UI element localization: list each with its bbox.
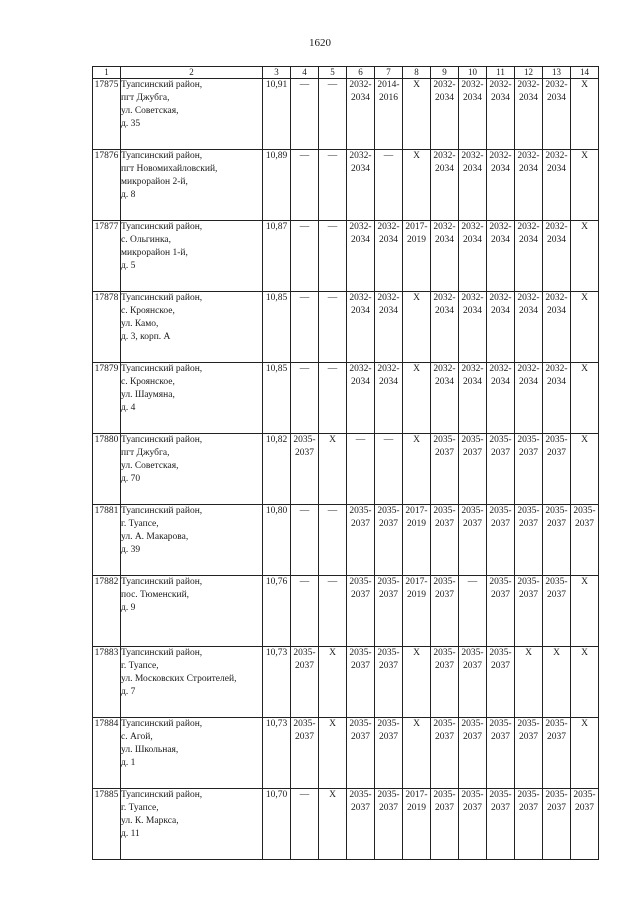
period-cell: 2032- 2034 xyxy=(459,221,487,292)
period-cell: 2035- 2037 xyxy=(487,647,515,718)
period-cell: 2035- 2037 xyxy=(487,434,515,505)
address-line: д. 1 xyxy=(121,758,136,768)
period-cell: 2017- 2019 xyxy=(403,505,431,576)
period-cell: 2035- 2037 xyxy=(431,789,459,860)
period-cell: X xyxy=(403,79,431,150)
value-cell: 10,91 xyxy=(263,79,291,150)
address-line: Туапсинский район, xyxy=(121,577,203,587)
period-cell: 2035- 2037 xyxy=(459,434,487,505)
column-header: 9 xyxy=(431,67,459,79)
period-cell: — xyxy=(375,150,403,221)
period-cell: X xyxy=(403,434,431,505)
table-row xyxy=(93,576,599,647)
period-cell: — xyxy=(319,505,347,576)
period-cell: 2032- 2034 xyxy=(375,221,403,292)
period-cell: X xyxy=(571,434,599,505)
period-cell: — xyxy=(319,292,347,363)
period-cell: 2032- 2034 xyxy=(459,292,487,363)
period-cell: 2032- 2034 xyxy=(375,363,403,434)
period-cell: 2035- 2037 xyxy=(515,718,543,789)
address-line: пгт Джубга, xyxy=(121,448,170,458)
address-cell xyxy=(121,434,263,505)
column-header: 5 xyxy=(319,67,347,79)
address-line: д. 39 xyxy=(121,545,141,555)
address-line: с. Кроянское, xyxy=(121,377,175,387)
row-number: 17882 xyxy=(93,576,121,647)
table-row xyxy=(93,363,599,434)
period-cell: 2035- 2037 xyxy=(543,789,571,860)
period-cell: X xyxy=(403,150,431,221)
row-number: 17879 xyxy=(93,363,121,434)
period-cell: 2035- 2037 xyxy=(515,789,543,860)
address-line: Туапсинский район, xyxy=(121,790,203,800)
address-cell xyxy=(121,292,263,363)
row-number: 17878 xyxy=(93,292,121,363)
address-line: пос. Тюменский, xyxy=(121,590,190,600)
period-cell: 2032- 2034 xyxy=(487,292,515,363)
address-line: д. 5 xyxy=(121,261,136,271)
period-cell: 2035- 2037 xyxy=(515,576,543,647)
column-header: 4 xyxy=(291,67,319,79)
column-header: 10 xyxy=(459,67,487,79)
period-cell: 2035- 2037 xyxy=(431,576,459,647)
address-line: ул. Школьная, xyxy=(121,745,179,755)
address-line: с. Ольгинка, xyxy=(121,235,172,245)
address-line: Туапсинский район, xyxy=(121,364,203,374)
period-cell: 2035- 2037 xyxy=(459,647,487,718)
address-line: д. 70 xyxy=(121,474,141,484)
period-cell: 2035- 2037 xyxy=(291,718,319,789)
period-cell: 2035- 2037 xyxy=(431,505,459,576)
table-body xyxy=(93,79,599,860)
period-cell: — xyxy=(347,434,375,505)
value-cell: 10,73 xyxy=(263,647,291,718)
table-row xyxy=(93,79,599,150)
period-cell: 2032- 2034 xyxy=(515,363,543,434)
period-cell: — xyxy=(291,221,319,292)
period-cell: 2035- 2037 xyxy=(571,505,599,576)
period-cell: 2035- 2037 xyxy=(431,647,459,718)
period-cell: 2032- 2034 xyxy=(487,221,515,292)
period-cell: 2035- 2037 xyxy=(347,718,375,789)
period-cell: 2035- 2037 xyxy=(291,434,319,505)
row-number: 17875 xyxy=(93,79,121,150)
address-cell xyxy=(121,79,263,150)
row-number: 17877 xyxy=(93,221,121,292)
table-row xyxy=(93,150,599,221)
period-cell: 2035- 2037 xyxy=(487,505,515,576)
period-cell: 2032- 2034 xyxy=(543,292,571,363)
period-cell: 2032- 2034 xyxy=(347,221,375,292)
address-line: д. 11 xyxy=(121,829,140,839)
period-cell: 2035- 2037 xyxy=(543,434,571,505)
address-line: ул. Камо, xyxy=(121,319,159,329)
address-line: Туапсинский район, xyxy=(121,506,203,516)
period-cell: 2035- 2037 xyxy=(347,789,375,860)
period-cell: — xyxy=(291,292,319,363)
address-line: д. 3, корп. А xyxy=(121,332,171,342)
row-number: 17876 xyxy=(93,150,121,221)
period-cell: 2032- 2034 xyxy=(543,363,571,434)
period-cell: 2035- 2037 xyxy=(347,505,375,576)
column-header: 3 xyxy=(263,67,291,79)
period-cell: 2032- 2034 xyxy=(347,363,375,434)
address-line: д. 9 xyxy=(121,603,136,613)
period-cell: — xyxy=(291,505,319,576)
value-cell: 10,89 xyxy=(263,150,291,221)
period-cell: — xyxy=(319,79,347,150)
address-cell xyxy=(121,363,263,434)
address-cell xyxy=(121,221,263,292)
period-cell: 2032- 2034 xyxy=(487,150,515,221)
period-cell: X xyxy=(571,576,599,647)
period-cell: 2035- 2037 xyxy=(543,576,571,647)
address-line: ул. Московских Строителей, xyxy=(121,674,237,684)
address-cell xyxy=(121,505,263,576)
period-cell: 2035- 2037 xyxy=(375,718,403,789)
period-cell: 2032- 2034 xyxy=(347,292,375,363)
period-cell: 2032- 2034 xyxy=(347,150,375,221)
column-header: 8 xyxy=(403,67,431,79)
value-cell: 10,85 xyxy=(263,363,291,434)
period-cell: 2035- 2037 xyxy=(375,647,403,718)
period-cell: X xyxy=(571,221,599,292)
address-line: ул. Советская, xyxy=(121,461,179,471)
period-cell: X xyxy=(403,647,431,718)
period-cell: X xyxy=(571,292,599,363)
value-cell: 10,76 xyxy=(263,576,291,647)
period-cell: X xyxy=(403,718,431,789)
table-row xyxy=(93,434,599,505)
period-cell: — xyxy=(291,789,319,860)
table-row xyxy=(93,647,599,718)
row-number: 17885 xyxy=(93,789,121,860)
period-cell: — xyxy=(291,150,319,221)
address-cell xyxy=(121,718,263,789)
address-line: Туапсинский район, xyxy=(121,151,203,161)
page-number: 1620 xyxy=(309,37,331,49)
address-line: ул. Советская, xyxy=(121,106,179,116)
period-cell: 2032- 2034 xyxy=(487,79,515,150)
period-cell: 2032- 2034 xyxy=(347,79,375,150)
period-cell: 2032- 2034 xyxy=(459,79,487,150)
address-cell xyxy=(121,150,263,221)
period-cell: 2032- 2034 xyxy=(375,292,403,363)
table-row xyxy=(93,292,599,363)
period-cell: X xyxy=(515,647,543,718)
period-cell: 2035- 2037 xyxy=(347,647,375,718)
address-line: микрорайон 2-й, xyxy=(121,177,188,187)
period-cell: 2032- 2034 xyxy=(515,292,543,363)
table-row xyxy=(93,505,599,576)
period-cell: 2032- 2034 xyxy=(543,79,571,150)
table-row xyxy=(93,221,599,292)
register-table xyxy=(92,66,599,860)
address-cell xyxy=(121,647,263,718)
column-header: 14 xyxy=(571,67,599,79)
address-cell xyxy=(121,576,263,647)
period-cell: 2035- 2037 xyxy=(515,434,543,505)
period-cell: — xyxy=(319,150,347,221)
row-number: 17884 xyxy=(93,718,121,789)
period-cell: 2032- 2034 xyxy=(431,150,459,221)
period-cell: X xyxy=(571,150,599,221)
period-cell: 2017- 2019 xyxy=(403,576,431,647)
period-cell: 2032- 2034 xyxy=(431,221,459,292)
address-line: д. 7 xyxy=(121,687,136,697)
address-line: ул. К. Маркса, xyxy=(121,816,179,826)
period-cell: 2017- 2019 xyxy=(403,789,431,860)
address-line: ул. Шаумяна, xyxy=(121,390,175,400)
period-cell: X xyxy=(571,79,599,150)
period-cell: 2035- 2037 xyxy=(487,718,515,789)
period-cell: 2035- 2037 xyxy=(375,576,403,647)
address-line: ул. А. Макарова, xyxy=(121,532,189,542)
address-line: г. Туапсе, xyxy=(121,661,159,671)
address-line: пгт Джубга, xyxy=(121,93,170,103)
period-cell: — xyxy=(459,576,487,647)
period-cell: — xyxy=(291,79,319,150)
address-line: с. Агой, xyxy=(121,732,153,742)
row-number: 17883 xyxy=(93,647,121,718)
value-cell: 10,87 xyxy=(263,221,291,292)
address-line: пгт Новомихайловский, xyxy=(121,164,218,174)
period-cell: X xyxy=(571,718,599,789)
address-line: микрорайон 1-й, xyxy=(121,248,188,258)
period-cell: 2035- 2037 xyxy=(487,789,515,860)
period-cell: 2035- 2037 xyxy=(543,718,571,789)
header-row xyxy=(93,67,599,79)
period-cell: 2014- 2016 xyxy=(375,79,403,150)
value-cell: 10,70 xyxy=(263,789,291,860)
period-cell: — xyxy=(319,576,347,647)
period-cell: 2035- 2037 xyxy=(459,505,487,576)
period-cell: 2035- 2037 xyxy=(431,718,459,789)
period-cell: — xyxy=(375,434,403,505)
address-cell xyxy=(121,789,263,860)
period-cell: 2035- 2037 xyxy=(431,434,459,505)
period-cell: 2035- 2037 xyxy=(487,576,515,647)
value-cell: 10,80 xyxy=(263,505,291,576)
address-line: Туапсинский район, xyxy=(121,80,203,90)
period-cell: 2017- 2019 xyxy=(403,221,431,292)
period-cell: — xyxy=(291,363,319,434)
period-cell: 2035- 2037 xyxy=(571,789,599,860)
address-line: Туапсинский район, xyxy=(121,648,203,658)
period-cell: 2032- 2034 xyxy=(431,79,459,150)
period-cell: X xyxy=(319,434,347,505)
column-header: 1 xyxy=(93,67,121,79)
period-cell: X xyxy=(403,292,431,363)
period-cell: X xyxy=(319,718,347,789)
table-row xyxy=(93,789,599,860)
column-header: 2 xyxy=(121,67,263,79)
period-cell: 2035- 2037 xyxy=(459,718,487,789)
period-cell: 2032- 2034 xyxy=(543,221,571,292)
period-cell: — xyxy=(319,221,347,292)
period-cell: X xyxy=(571,363,599,434)
address-line: д. 8 xyxy=(121,190,136,200)
period-cell: 2035- 2037 xyxy=(515,505,543,576)
address-line: Туапсинский район, xyxy=(121,293,203,303)
period-cell: X xyxy=(319,647,347,718)
period-cell: 2032- 2034 xyxy=(543,150,571,221)
period-cell: X xyxy=(571,647,599,718)
address-line: д. 4 xyxy=(121,403,136,413)
row-number: 17881 xyxy=(93,505,121,576)
value-cell: 10,85 xyxy=(263,292,291,363)
period-cell: 2035- 2037 xyxy=(375,505,403,576)
period-cell: — xyxy=(291,576,319,647)
period-cell: 2035- 2037 xyxy=(375,789,403,860)
period-cell: 2035- 2037 xyxy=(291,647,319,718)
table-row xyxy=(93,718,599,789)
address-line: Туапсинский район, xyxy=(121,222,203,232)
period-cell: 2032- 2034 xyxy=(431,363,459,434)
period-cell: 2035- 2037 xyxy=(459,789,487,860)
period-cell: 2035- 2037 xyxy=(347,576,375,647)
address-line: Туапсинский район, xyxy=(121,719,203,729)
address-line: г. Туапсе, xyxy=(121,519,159,529)
period-cell: 2032- 2034 xyxy=(459,150,487,221)
period-cell: 2032- 2034 xyxy=(515,150,543,221)
column-header: 12 xyxy=(515,67,543,79)
column-header: 6 xyxy=(347,67,375,79)
period-cell: 2032- 2034 xyxy=(515,79,543,150)
period-cell: 2035- 2037 xyxy=(543,505,571,576)
address-line: Туапсинский район, xyxy=(121,435,203,445)
value-cell: 10,73 xyxy=(263,718,291,789)
column-header: 11 xyxy=(487,67,515,79)
row-number: 17880 xyxy=(93,434,121,505)
address-line: с. Кроянское, xyxy=(121,306,175,316)
period-cell: X xyxy=(319,789,347,860)
period-cell: 2032- 2034 xyxy=(459,363,487,434)
period-cell: 2032- 2034 xyxy=(431,292,459,363)
period-cell: X xyxy=(543,647,571,718)
period-cell: 2032- 2034 xyxy=(487,363,515,434)
period-cell: 2032- 2034 xyxy=(515,221,543,292)
value-cell: 10,82 xyxy=(263,434,291,505)
address-line: г. Туапсе, xyxy=(121,803,159,813)
column-header: 13 xyxy=(543,67,571,79)
column-header: 7 xyxy=(375,67,403,79)
period-cell: X xyxy=(403,363,431,434)
address-line: д. 35 xyxy=(121,119,141,129)
period-cell: — xyxy=(319,363,347,434)
